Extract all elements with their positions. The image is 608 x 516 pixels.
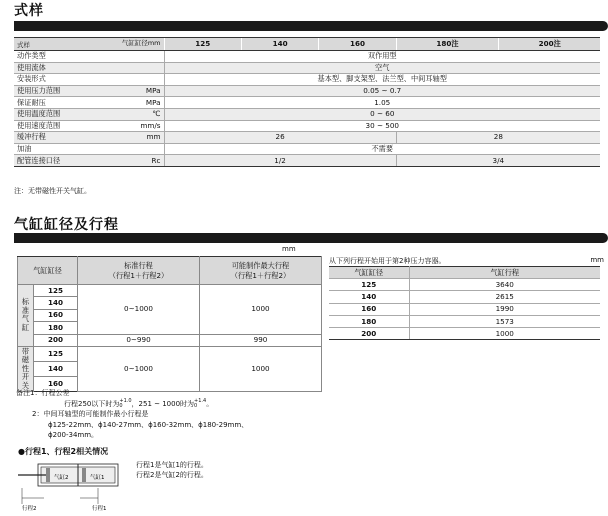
group-label-char: 磁 xyxy=(21,355,30,365)
section-title-bore-stroke: 气缸缸径及行程 xyxy=(14,217,119,233)
group-label-char: 缸 xyxy=(21,322,30,332)
spec-value: 空气 xyxy=(164,62,600,74)
section-divider-bar xyxy=(14,233,608,243)
cylinder-2-label: 气缸2 xyxy=(54,475,69,481)
unit-label: mm xyxy=(282,245,296,253)
table-row xyxy=(329,279,600,291)
group-label-char: 开 xyxy=(21,372,30,382)
group-label-char: 性 xyxy=(21,363,30,373)
spec-value: 0 ~ 60 xyxy=(164,108,600,120)
group-label-char: 气 xyxy=(21,314,30,324)
spec-value: 1.05 xyxy=(164,97,600,109)
spec-unit xyxy=(124,74,164,86)
table-row xyxy=(14,120,600,132)
remark-text: 。 xyxy=(206,399,214,408)
spec-value: 不需要 xyxy=(164,143,600,155)
piston-2 xyxy=(46,468,50,482)
spec-bore-header: 180注 xyxy=(396,38,499,51)
table-row xyxy=(14,97,600,109)
stroke-1-label: 行程1 xyxy=(92,506,107,512)
pressure-header-bore: 气缸缸径 xyxy=(329,267,409,279)
spec-unit: mm/s xyxy=(124,120,164,132)
stroke-caption-1: 行程1是气缸1的行程。 xyxy=(136,461,208,469)
spec-label: 使用压力范围 xyxy=(14,85,124,97)
pressure-vessel-table xyxy=(329,266,600,340)
spec-unit xyxy=(124,143,164,155)
table-row xyxy=(18,346,322,361)
cylinder-1-label: 气缸1 xyxy=(90,475,105,481)
spec-bore-header: 160 xyxy=(319,38,396,51)
spec-label: 配管连接口径 xyxy=(14,155,124,167)
remark-line-5: ϕ200-34mm。 xyxy=(48,431,99,440)
pressure-stroke: 1000 xyxy=(409,328,600,340)
pressure-header-stroke: 气缸行程 xyxy=(409,267,600,279)
table-row xyxy=(329,328,600,340)
std-stroke-header-line1: 标准行程 xyxy=(124,260,153,270)
spec-corner-right: 气缸缸径mm xyxy=(121,39,161,47)
table-row xyxy=(14,74,600,86)
spec-bore-header: 125 xyxy=(164,38,241,51)
table-row xyxy=(329,291,600,303)
table-row xyxy=(18,285,322,297)
pressure-bore: 125 xyxy=(329,279,409,291)
table-row xyxy=(14,155,600,167)
tolerance-upper: +1.4 xyxy=(194,397,207,404)
bore-header-row xyxy=(18,257,322,285)
table-row xyxy=(14,85,600,97)
pressure-stroke: 2615 xyxy=(409,291,600,303)
pressure-bore: 140 xyxy=(329,291,409,303)
tolerance-lower: 0 xyxy=(194,402,198,409)
piston-1 xyxy=(82,468,86,482)
group-label-standard xyxy=(18,285,34,347)
bore-header: 气缸缸径 xyxy=(18,257,78,285)
pressure-bore: 180 xyxy=(329,315,409,327)
spec-value: 3/4 xyxy=(396,155,600,167)
table-row xyxy=(14,108,600,120)
spec-value: 1/2 xyxy=(164,155,396,167)
bore-value: 160 xyxy=(34,377,78,392)
tolerance-1 xyxy=(119,399,131,409)
table-row xyxy=(14,51,600,63)
max-stroke-value: 1000 xyxy=(200,346,322,392)
table-row xyxy=(18,334,322,346)
spec-value: 28 xyxy=(396,132,600,144)
group-label-char: 关 xyxy=(21,380,30,390)
std-stroke-header-line2: （行程1＋行程2） xyxy=(108,270,169,280)
spec-bore-header: 140 xyxy=(241,38,318,51)
remark-line-2 xyxy=(16,399,248,410)
spec-label: 使用速度范围 xyxy=(14,120,124,132)
max-stroke-value: 1000 xyxy=(200,285,322,335)
table-row xyxy=(329,303,600,315)
std-stroke-value: 0~1000 xyxy=(78,285,200,335)
table-row xyxy=(14,62,600,74)
spec-label: 缓冲行程 xyxy=(14,132,124,144)
bore-value: 200 xyxy=(34,334,78,346)
spec-unit: MPa xyxy=(124,97,164,109)
remark-text: 行程250以下时为 xyxy=(64,399,120,408)
spec-table xyxy=(14,37,600,167)
spec-label: 加油 xyxy=(14,143,124,155)
section-title-spec: 式样 xyxy=(14,3,44,19)
pressure-stroke: 1990 xyxy=(409,303,600,315)
group-label-char: 准 xyxy=(21,305,30,315)
tolerance-lower: 0 xyxy=(119,402,123,409)
tolerance-2 xyxy=(194,399,206,409)
bore-value: 180 xyxy=(34,322,78,334)
max-stroke-value: 990 xyxy=(200,334,322,346)
bore-value: 125 xyxy=(34,346,78,361)
pressure-bore: 200 xyxy=(329,328,409,340)
section-divider-bar xyxy=(14,21,608,31)
std-stroke-value: 0~1000 xyxy=(78,346,200,392)
unit-label: mm xyxy=(590,256,604,264)
spec-value: 0.05 ~ 0.7 xyxy=(164,85,600,97)
std-stroke-value: 0~990 xyxy=(78,334,200,346)
spec-unit: MPa xyxy=(124,85,164,97)
tandem-cylinder-diagram xyxy=(18,458,130,516)
spec-value: 30 ~ 500 xyxy=(164,120,600,132)
spec-value: 基本型、脚支架型、法兰型、中间耳轴型 xyxy=(164,74,600,86)
group-label-char: 带 xyxy=(21,346,30,356)
pressure-stroke: 1573 xyxy=(409,315,600,327)
spec-unit: ℃ xyxy=(124,108,164,120)
max-stroke-header-line1: 可能制作最大行程 xyxy=(231,260,290,270)
table-row xyxy=(14,132,600,144)
spec-unit: mm xyxy=(124,132,164,144)
spec-header-row xyxy=(14,38,600,51)
spec-unit xyxy=(124,62,164,74)
spec-label: 动作类型 xyxy=(14,51,124,63)
remark-line-1: 备注1：行程公差 xyxy=(16,389,70,397)
stroke-relation-title: ●行程1、行程2相关情况 xyxy=(18,447,109,456)
spec-value: 双作用型 xyxy=(164,51,600,63)
table-row xyxy=(14,143,600,155)
spec-label: 使用流体 xyxy=(14,62,124,74)
bore-value: 140 xyxy=(34,362,78,377)
remarks xyxy=(16,388,248,441)
spec-label: 使用温度范围 xyxy=(14,108,124,120)
pressure-stroke: 3640 xyxy=(409,279,600,291)
remark-line-4: ϕ125-22mm、ϕ140-27mm、ϕ160-32mm、ϕ180-29mm、 xyxy=(48,420,249,429)
max-stroke-header xyxy=(200,257,322,285)
spec-label: 安装形式 xyxy=(14,74,124,86)
pressure-table-title: 从下列行程开始用于第2种压力容器。 xyxy=(329,257,446,265)
group-label-char: 标 xyxy=(21,297,30,307)
stroke-caption-2: 行程2是气缸2的行程。 xyxy=(136,471,208,479)
bore-value: 125 xyxy=(34,285,78,297)
stroke-2-label: 行程2 xyxy=(22,506,37,512)
spec-value: 26 xyxy=(164,132,396,144)
spec-unit xyxy=(124,51,164,63)
remark-line-3: 2：中间耳轴型的可能制作最小行程是 xyxy=(32,410,149,419)
spec-corner-left: 式样 xyxy=(17,41,30,49)
bore-value: 160 xyxy=(34,309,78,321)
tolerance-upper: +1.0 xyxy=(119,397,132,404)
bore-stroke-table xyxy=(17,256,322,392)
spec-corner-cell xyxy=(14,38,164,51)
pressure-bore: 160 xyxy=(329,303,409,315)
bore-value: 140 xyxy=(34,297,78,309)
remark-text: ，251 ~ 1000时为 xyxy=(131,399,195,408)
pressure-header-row xyxy=(329,267,600,279)
std-stroke-header xyxy=(78,257,200,285)
max-stroke-header-line2: （行程1＋行程2） xyxy=(230,270,291,280)
group-label-magnetic xyxy=(18,346,34,392)
spec-bore-header: 200注 xyxy=(499,38,600,51)
spec-unit: Rc xyxy=(124,155,164,167)
spec-note: 注：无带磁性开关气缸。 xyxy=(14,187,91,195)
table-row xyxy=(329,315,600,327)
spec-label: 保证耐压 xyxy=(14,97,124,109)
